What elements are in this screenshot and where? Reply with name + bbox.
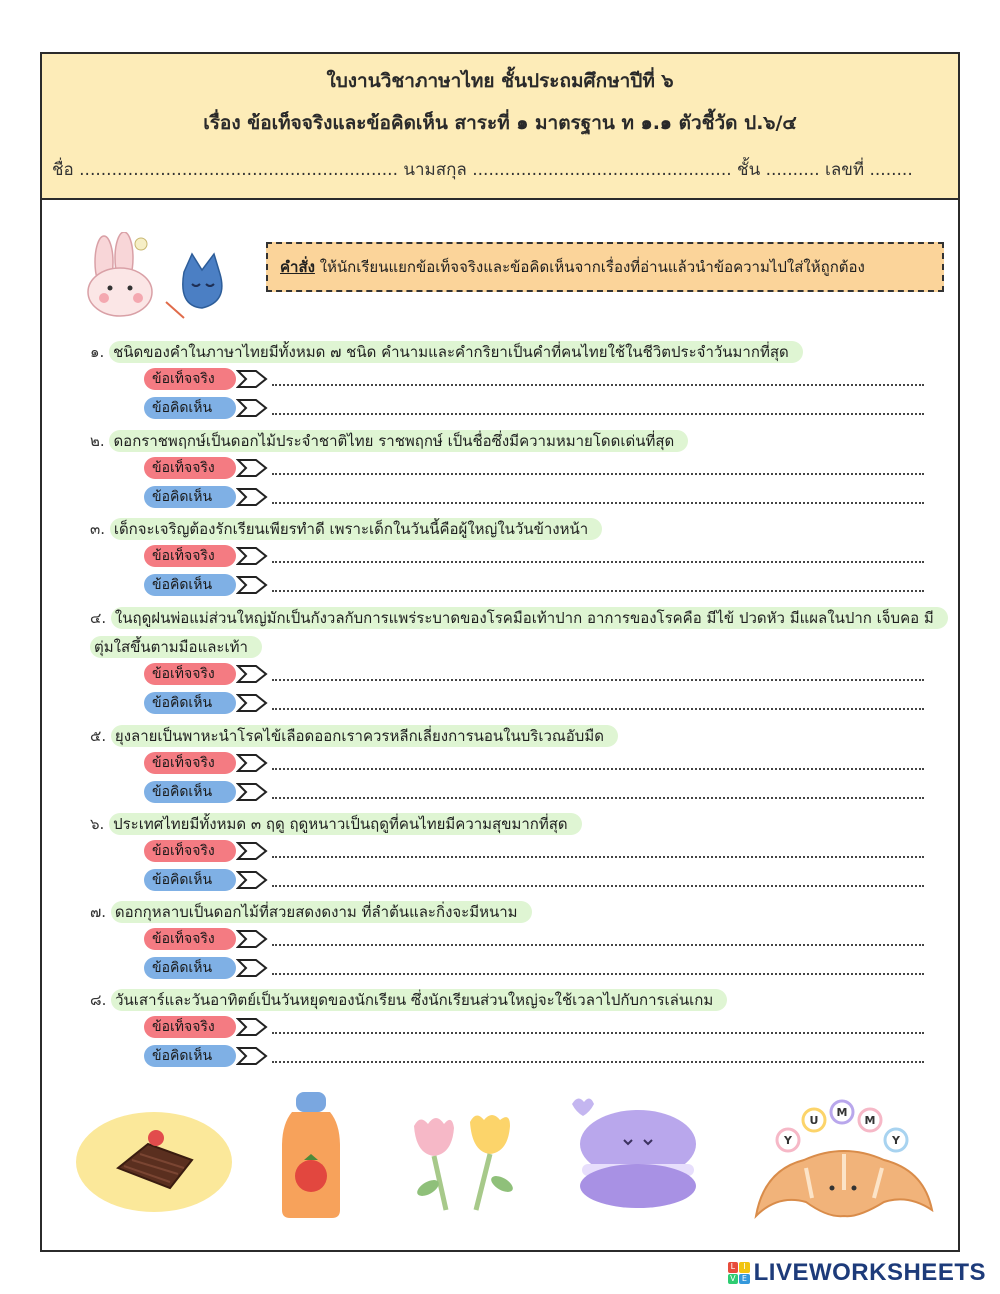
bunny-cat-sticker xyxy=(86,232,256,322)
opinion-answer-blank[interactable] xyxy=(272,973,924,975)
question-number: ๑. xyxy=(90,343,105,361)
fact-tag: ข้อเท็จจริง xyxy=(144,457,236,479)
arrow-icon xyxy=(236,396,270,420)
croissant-sticker xyxy=(748,1090,938,1230)
question-1 xyxy=(90,340,803,364)
opinion-answer-blank[interactable] xyxy=(272,1061,924,1063)
opinion-answer-row-1 xyxy=(144,397,924,421)
opinion-answer-row-3 xyxy=(144,574,924,598)
fact-answer-blank[interactable] xyxy=(272,944,924,946)
arrow-icon xyxy=(236,1015,270,1039)
question-text: ในฤดูฝนพ่อแม่ส่วนใหญ่มักเป็นกังวลกับการแพร่ระบาดของโรคมือเท้าปาก อาการของโรคคือ มีไข้ ปวดหัว มีแผลในปาก เจ็บคอ มีตุ่มใสขึ้นตามมือและเท้า xyxy=(90,607,948,658)
question-text: ชนิดของคำในภาษาไทยมีทั้งหมด ๗ ชนิด คำนามและคำกริยาเป็นคำที่คนไทยใช้ในชีวิตประจำวันมากที่สุด xyxy=(109,341,803,363)
fact-answer-blank[interactable] xyxy=(272,561,924,563)
opinion-tag: ข้อคิดเห็น xyxy=(144,397,236,419)
arrow-icon xyxy=(236,544,270,568)
macaron-sticker xyxy=(572,1094,702,1214)
question-text: วันเสาร์และวันอาทิตย์เป็นวันหยุดของนักเรียน ซึ่งนักเรียนส่วนใหญ่จะใช้เวลาไปกับการเล่นเกม xyxy=(111,989,727,1011)
fact-answer-blank[interactable] xyxy=(272,384,924,386)
question-8 xyxy=(90,988,727,1012)
question-text: ประเทศไทยมีทั้งหมด ๓ ฤดู ฤดูหนาวเป็นฤดูที่คนไทยมีความสุขมากที่สุด xyxy=(109,813,582,835)
arrow-icon xyxy=(236,1044,270,1068)
arrow-icon xyxy=(236,485,270,509)
opinion-answer-blank[interactable] xyxy=(272,885,924,887)
arrow-icon xyxy=(236,780,270,804)
tulip-flowers-sticker xyxy=(406,1110,526,1220)
opinion-answer-blank[interactable] xyxy=(272,413,924,415)
fact-answer-row-6 xyxy=(144,840,924,864)
student-info-line: ชื่อ ........................................................... นามสกุล ................................................ ชั้น .......... เลขที่ ........ xyxy=(52,160,913,180)
fact-answer-blank[interactable] xyxy=(272,768,924,770)
worksheet-subtitle: เรื่อง ข้อเท็จจริงและข้อคิดเห็น สาระที่ ๑ มาตรฐาน ท ๑.๑ ตัวชี้วัด ป.๖/๔ xyxy=(203,112,797,134)
letter-bead-text: Y xyxy=(892,1134,900,1147)
question-4 xyxy=(90,604,940,662)
question-6 xyxy=(90,812,582,836)
fact-tag: ข้อเท็จจริง xyxy=(144,1016,236,1038)
fact-tag: ข้อเท็จจริง xyxy=(144,840,236,862)
letter-bead-text: M xyxy=(864,1114,876,1127)
arrow-icon xyxy=(236,367,270,391)
arrow-icon xyxy=(236,956,270,980)
question-number: ๖. xyxy=(90,815,105,833)
opinion-answer-blank[interactable] xyxy=(272,797,924,799)
fact-answer-blank[interactable] xyxy=(272,856,924,858)
opinion-answer-row-5 xyxy=(144,781,924,805)
fact-answer-row-5 xyxy=(144,752,924,776)
fact-answer-row-4 xyxy=(144,663,924,687)
fact-answer-row-8 xyxy=(144,1016,924,1040)
fact-tag: ข้อเท็จจริง xyxy=(144,752,236,774)
arrow-icon xyxy=(236,839,270,863)
question-number: ๗. xyxy=(90,903,107,921)
question-text: ดอกราชพฤกษ์เป็นดอกไม้ประจำชาติไทย ราชพฤกษ์ เป็นชื่อซึ่งมีความหมายโดดเด่นที่สุด xyxy=(109,430,688,452)
fact-tag: ข้อเท็จจริง xyxy=(144,928,236,950)
question-number: ๘. xyxy=(90,991,107,1009)
opinion-tag: ข้อคิดเห็น xyxy=(144,692,236,714)
opinion-answer-row-6 xyxy=(144,869,924,893)
opinion-answer-blank[interactable] xyxy=(272,590,924,592)
fact-answer-blank[interactable] xyxy=(272,473,924,475)
opinion-tag: ข้อคิดเห็น xyxy=(144,957,236,979)
question-5 xyxy=(90,724,618,748)
brand-name: LIVEWORKSHEETS xyxy=(753,1259,986,1286)
juice-bottle-sticker xyxy=(276,1090,346,1220)
opinion-tag: ข้อคิดเห็น xyxy=(144,574,236,596)
arrow-icon xyxy=(236,456,270,480)
question-3 xyxy=(90,517,602,541)
fact-answer-row-7 xyxy=(144,928,924,952)
instruction-text: ให้นักเรียนแยกข้อเท็จจริงและข้อคิดเห็นจากเรื่องที่อ่านแล้วนำข้อความไปใส่ให้ถูกต้อง xyxy=(314,258,865,276)
question-text: ดอกกุหลาบเป็นดอกไม้ที่สวยสดงดงาม ที่ลำต้นและกิ่งจะมีหนาม xyxy=(111,901,532,923)
liveworksheets-logo xyxy=(728,1260,986,1286)
fact-answer-row-2 xyxy=(144,457,924,481)
opinion-tag: ข้อคิดเห็น xyxy=(144,1045,236,1067)
fact-tag: ข้อเท็จจริง xyxy=(144,663,236,685)
question-number: ๓. xyxy=(90,520,106,538)
arrow-icon xyxy=(236,691,270,715)
question-number: ๒. xyxy=(90,432,105,450)
question-number: ๕. xyxy=(90,727,107,745)
question-text: เด็กจะเจริญต้องรักเรียนเพียรทำดี เพราะเด็กในวันนี้คือผู้ใหญ่ในวันข้างหน้า xyxy=(110,518,602,540)
arrow-icon xyxy=(236,868,270,892)
question-2 xyxy=(90,429,688,453)
opinion-answer-blank[interactable] xyxy=(272,502,924,504)
opinion-tag: ข้อคิดเห็น xyxy=(144,486,236,508)
worksheet-title: ใบงานวิชาภาษาไทย ชั้นประถมศึกษาปีที่ ๖ xyxy=(326,70,674,92)
arrow-icon xyxy=(236,573,270,597)
fact-tag: ข้อเท็จจริง xyxy=(144,368,236,390)
letter-bead-text: U xyxy=(809,1114,819,1127)
opinion-answer-blank[interactable] xyxy=(272,708,924,710)
opinion-answer-row-2 xyxy=(144,486,924,510)
arrow-icon xyxy=(236,662,270,686)
worksheet-header xyxy=(42,54,958,200)
letter-bead-text: Y xyxy=(784,1134,792,1147)
question-7 xyxy=(90,900,532,924)
opinion-answer-row-8 xyxy=(144,1045,924,1069)
opinion-answer-row-4 xyxy=(144,692,924,716)
letter-bead-text: M xyxy=(836,1106,848,1119)
opinion-tag: ข้อคิดเห็น xyxy=(144,869,236,891)
fact-answer-blank[interactable] xyxy=(272,1032,924,1034)
instruction-label: คำสั่ง xyxy=(280,258,315,276)
fact-answer-blank[interactable] xyxy=(272,679,924,681)
arrow-icon xyxy=(236,751,270,775)
opinion-answer-row-7 xyxy=(144,957,924,981)
worksheet xyxy=(40,52,960,1252)
fact-answer-row-1 xyxy=(144,368,924,392)
question-text: ยุงลายเป็นพาหะนำโรคไข้เลือดออกเราควรหลีกเลี่ยงการนอนในบริเวณอับมืด xyxy=(111,725,618,747)
fact-tag: ข้อเท็จจริง xyxy=(144,545,236,567)
arrow-icon xyxy=(236,927,270,951)
question-number: ๔. xyxy=(90,609,107,627)
fact-answer-row-3 xyxy=(144,545,924,569)
instruction-box xyxy=(266,242,944,292)
opinion-tag: ข้อคิดเห็น xyxy=(144,781,236,803)
liveworksheets-icon: L I V E xyxy=(728,1262,750,1284)
cake-slice-sticker xyxy=(74,1104,234,1214)
